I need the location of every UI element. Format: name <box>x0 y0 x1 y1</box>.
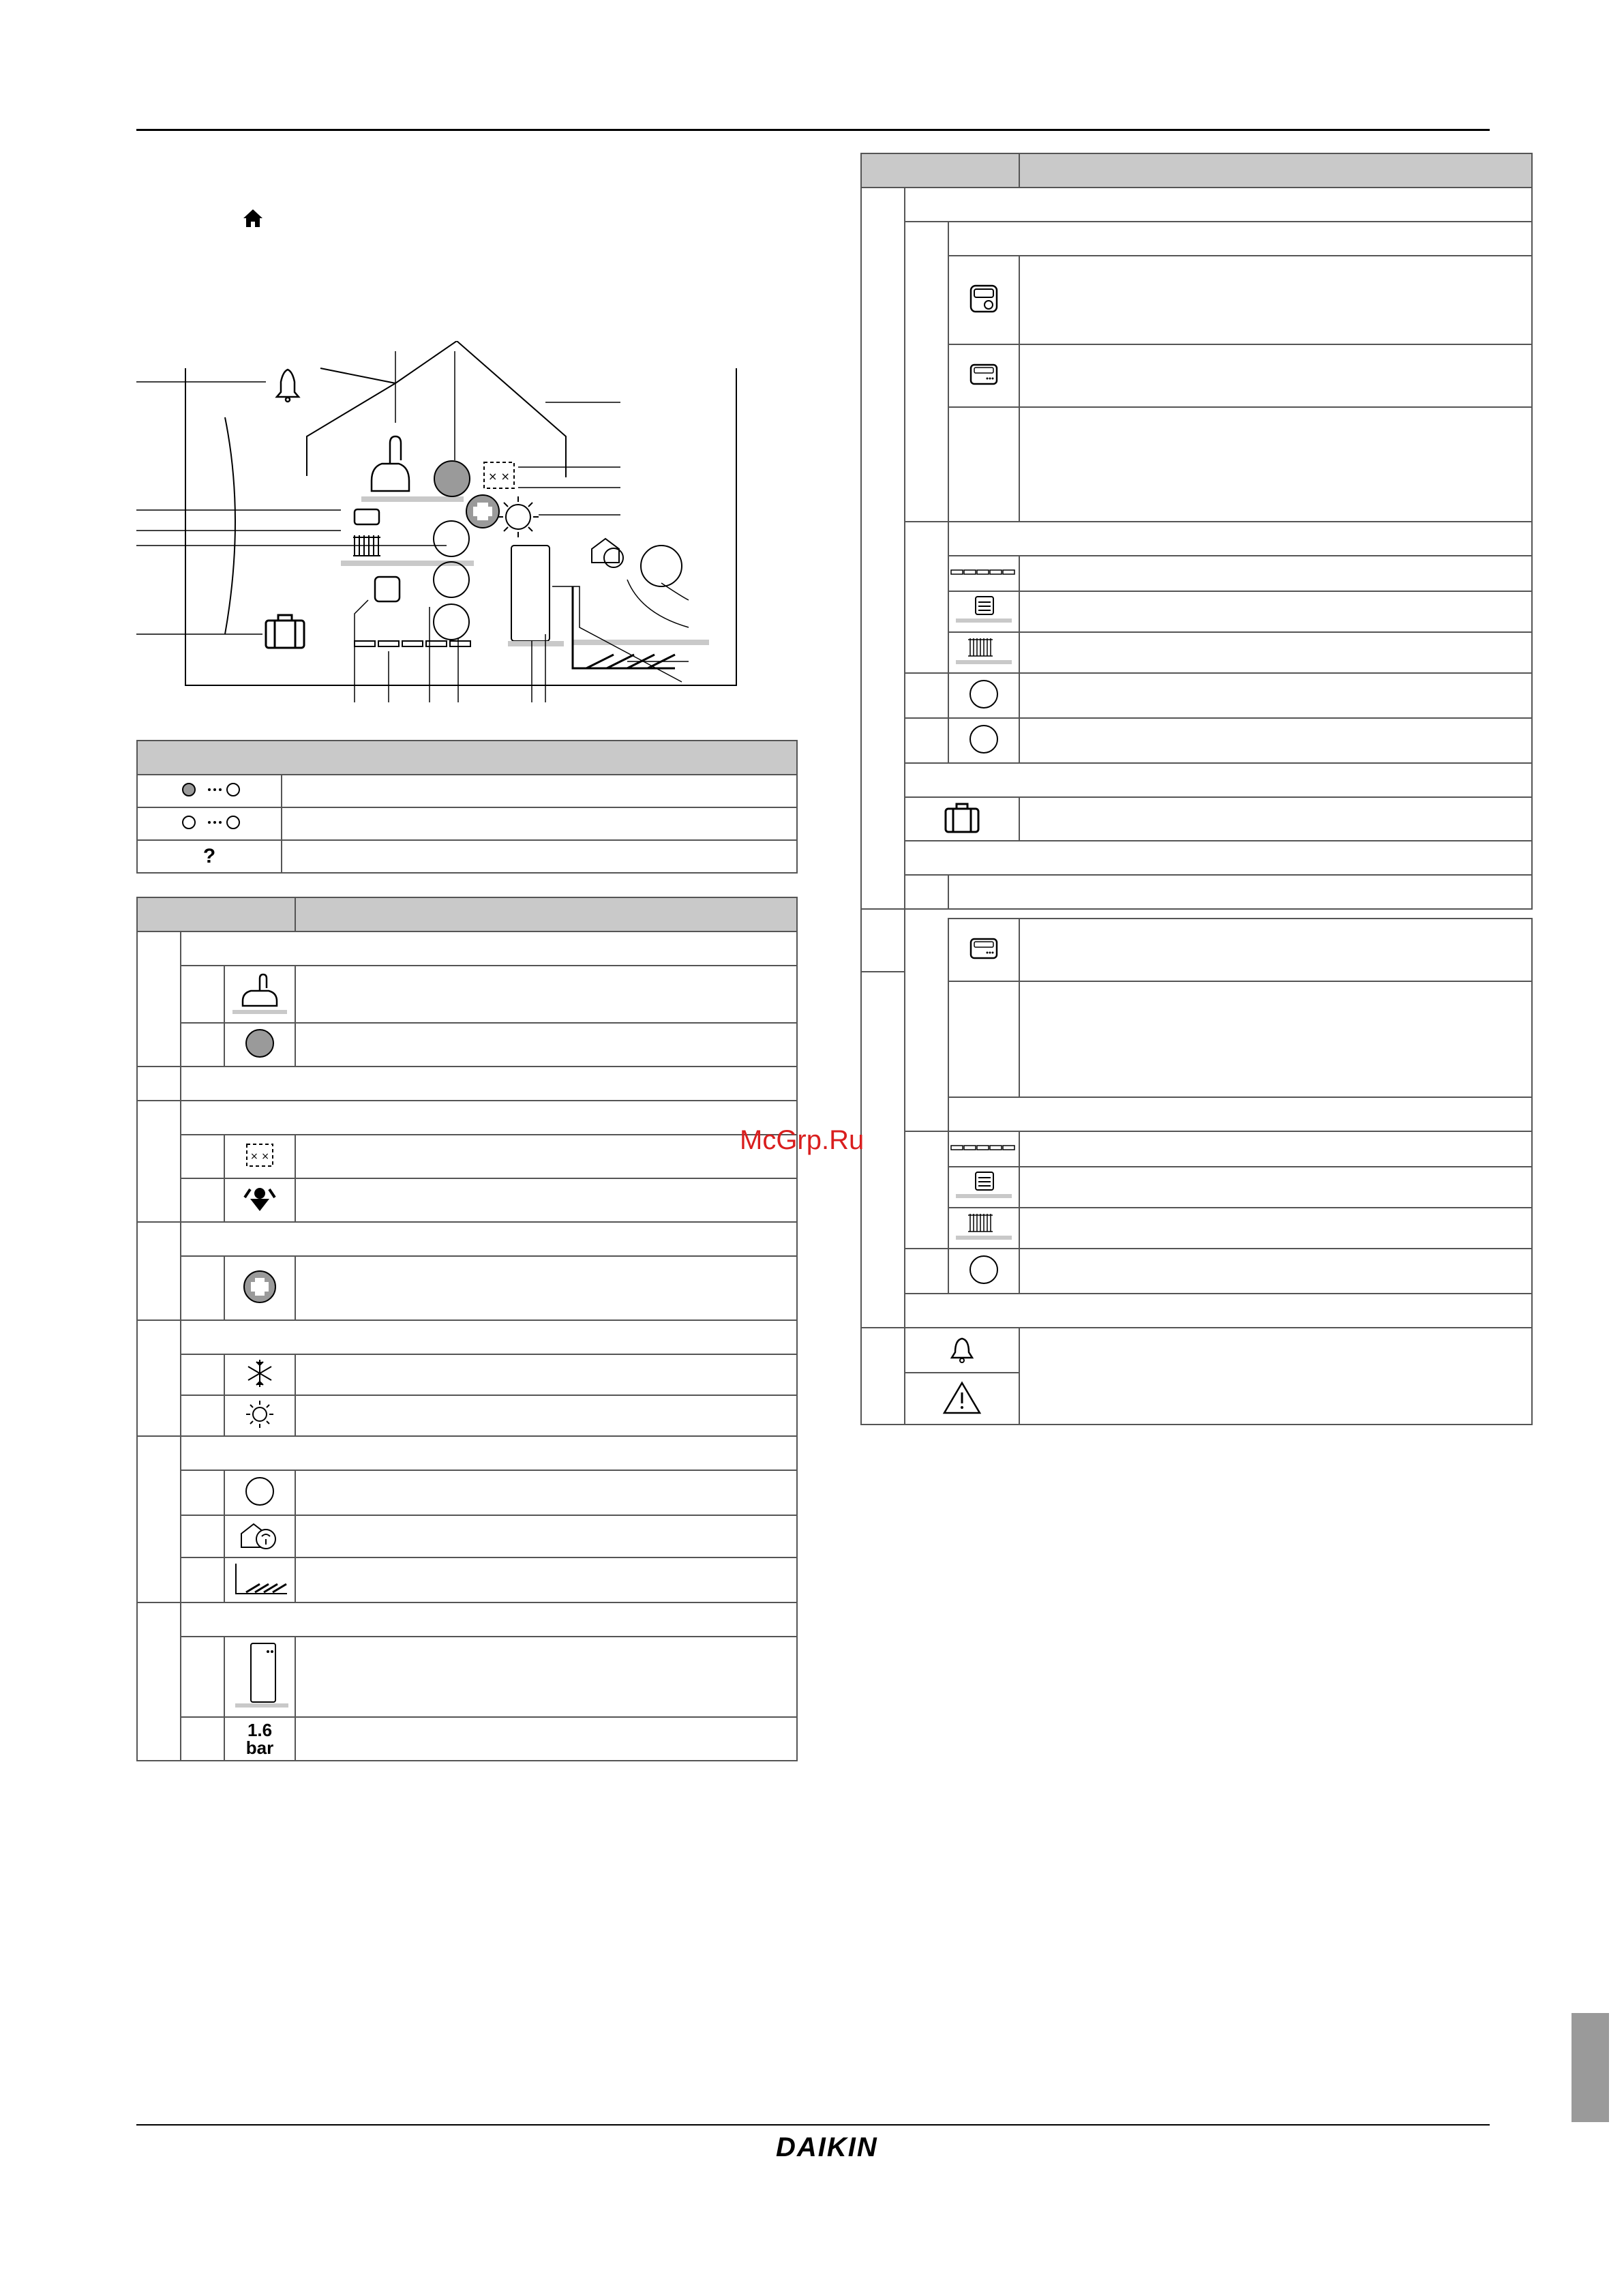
side-tab <box>1572 2013 1609 2122</box>
home-icon <box>242 208 264 228</box>
user-interface-icon <box>967 935 1001 962</box>
right-item-table-lower <box>860 918 1533 1425</box>
top-rule <box>136 129 1490 131</box>
radiator-icon <box>953 634 1014 668</box>
room-thermostat-icon <box>967 282 1001 316</box>
bell-icon <box>277 370 299 402</box>
left-item-table <box>136 897 798 1761</box>
fan-coil-icon <box>953 1169 1014 1202</box>
fan-coil-icon <box>953 594 1014 627</box>
home-screen-diagram <box>136 341 750 709</box>
schedule-icon <box>950 1143 1018 1152</box>
suitcase-icon <box>266 615 304 648</box>
white-circle-icon <box>967 722 1001 756</box>
bell-icon <box>945 1332 979 1366</box>
dhw-tank-icon <box>372 436 409 491</box>
svg-text:× ×: × × <box>488 470 510 483</box>
question-icon: ? <box>202 845 216 867</box>
white-circle-icon <box>243 1474 277 1508</box>
suitcase-icon <box>942 801 982 835</box>
touch-icon <box>175 779 243 800</box>
status-circle-grey <box>434 461 470 496</box>
radiator-icon <box>953 1210 1014 1244</box>
bottom-rule <box>136 2124 1490 2126</box>
booster-heater-icon <box>241 1268 279 1306</box>
frost-protection-icon <box>243 1140 277 1170</box>
tank-unit-icon <box>227 1639 292 1712</box>
schedule-icon <box>950 567 1018 577</box>
user-interface-icon <box>967 361 1001 388</box>
press-icon <box>175 812 243 833</box>
svg-text:× ×: × × <box>250 1150 269 1162</box>
daikin-logo: DAIKIN <box>776 2132 878 2162</box>
legend-table <box>136 740 798 874</box>
outdoor-temperature-icon <box>236 1519 284 1551</box>
grey-circle-icon <box>243 1026 277 1060</box>
underfloor-heating-icon <box>229 1560 290 1598</box>
water-pressure-readout: 1.6 bar <box>245 1720 274 1758</box>
white-circle-icon <box>967 677 1001 711</box>
watermark: McGrp.Ru <box>740 1125 864 1155</box>
sun-icon <box>498 496 539 537</box>
warning-icon <box>942 1379 982 1416</box>
white-circle-icon <box>967 1253 1001 1287</box>
powerful-icon <box>241 1184 279 1214</box>
dhw-tank-icon <box>229 970 290 1015</box>
cooling-icon <box>243 1356 277 1390</box>
right-item-table <box>860 153 1533 972</box>
heating-icon <box>243 1397 277 1431</box>
